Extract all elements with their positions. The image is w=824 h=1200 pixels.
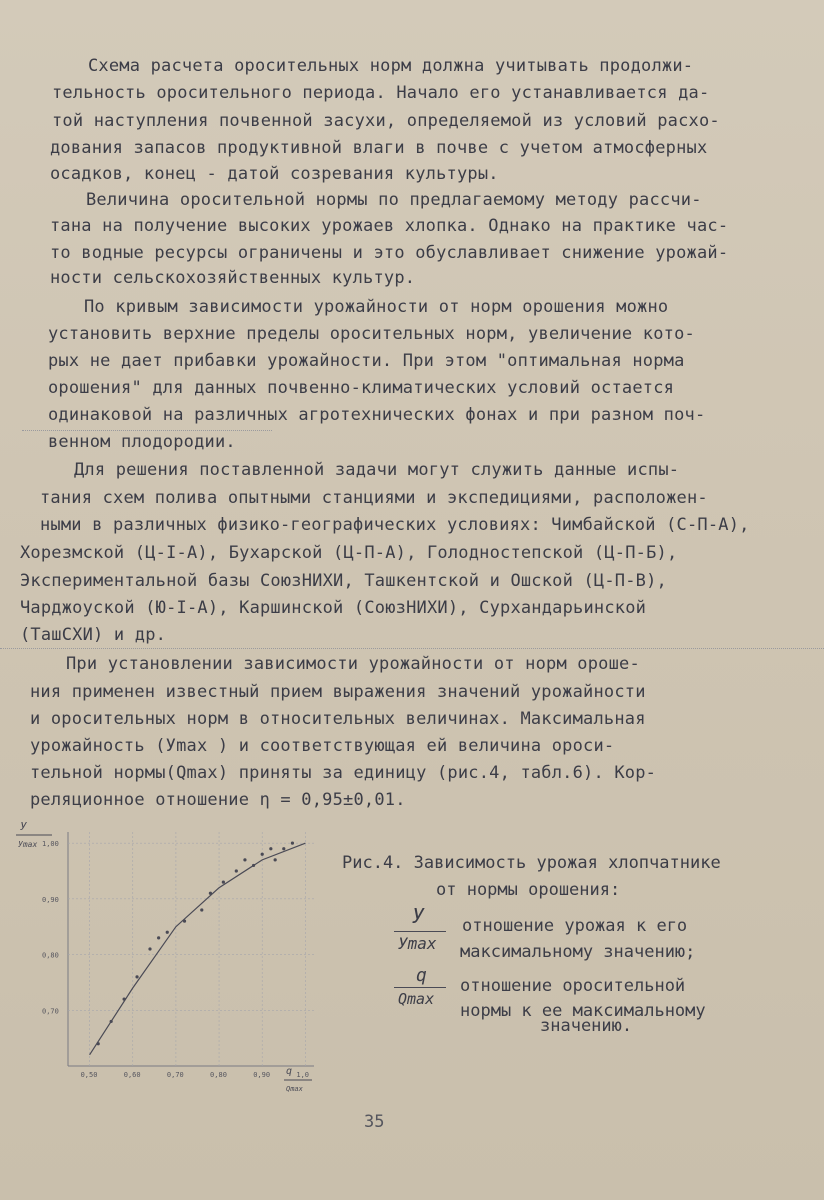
text-line: осадков, конец - датой созревания культуры. [50, 164, 499, 184]
x-axis-label-num: q [286, 1066, 293, 1077]
data-point [252, 864, 255, 867]
data-point [235, 869, 238, 872]
data-point [123, 998, 126, 1001]
text-line: урожайность (Уmax ) и соответствующая ей величина ороси- [30, 736, 615, 756]
text-line: орошения" для данных почвенно-климатических условий остается [48, 378, 675, 398]
x-axis-label-den: Qmax [286, 1085, 303, 1093]
text-line: тания схем полива опытными станциями и экспедициями, расположен- [40, 488, 708, 508]
text-line: и оросительных норм в относительных величинах. Максимальная [30, 709, 646, 729]
text-line: ния применен известный прием выражения значений урожайности [30, 682, 646, 702]
legend-y-text: максимальному значению; [460, 942, 696, 962]
data-point [157, 936, 160, 939]
data-point [200, 908, 203, 911]
legend-y-numerator: У [412, 904, 425, 928]
text-line: дования запасов продуктивной влаги в почве с учетом атмосферных [50, 138, 708, 158]
text-line: тана на получение высоких урожаев хлопка. Однако на практике час- [50, 216, 729, 236]
y-tick-label: 0,70 [42, 1007, 59, 1016]
text-line: той наступления почвенной засухи, определяемой из условий расхо- [52, 111, 720, 131]
legend-q-text: отношение оросительной [460, 976, 686, 996]
data-point [274, 858, 277, 861]
text-line: рых не дает прибавки урожайности. При этом "оптимальная норма [48, 351, 685, 371]
x-tick-label: 1,0 [296, 1071, 310, 1079]
data-point [97, 1042, 100, 1045]
legend-y-denominator: Уmax [398, 934, 437, 953]
y-tick-label: 0,80 [42, 951, 59, 960]
text-line: Для решения поставленной задачи могут служить данные испы- [74, 460, 680, 480]
data-point [243, 858, 246, 861]
text-line: Чарджоуской (Ю-I-А), Каршинской (СоюзНИХИ), Сурхандарьинской [20, 598, 647, 618]
x-tick-label: 0,90 [253, 1071, 271, 1079]
fit-curve [90, 843, 306, 1055]
legend-q-bar [394, 987, 446, 988]
x-tick-label: 0,70 [166, 1071, 184, 1079]
data-point [269, 847, 272, 850]
legend-q-text: значению. [540, 1016, 633, 1036]
y-tick-label: 1,00 [42, 840, 59, 849]
legend-y-bar [394, 931, 446, 932]
text-line: Схема расчета оросительных норм должна учитывать продолжи- [88, 56, 694, 76]
y-tick-label: 0,90 [42, 895, 59, 904]
data-point [135, 975, 138, 978]
data-point [291, 842, 294, 845]
x-tick-label: 0,80 [210, 1071, 227, 1079]
text-line: При установлении зависимости урожайности от норм ороше- [66, 654, 640, 674]
text-line: одинаковой на различных агротехнических фонах и при разном поч- [48, 405, 706, 425]
legend-q-text: нормы к ее максимальному [460, 1001, 706, 1021]
text-line: ности сельскохозяйственных культур. [50, 268, 416, 288]
x-tick-label: 0,60 [123, 1071, 141, 1079]
text-line: тельность оросительного периода. Начало его устанавливается да- [52, 83, 710, 103]
text-line: По кривым зависимости урожайности от норм орошения можно [84, 297, 669, 317]
text-line: установить верхние пределы оросительных норм, увеличение кото- [48, 324, 695, 344]
figure-caption-subtitle: от нормы орошения: [436, 880, 621, 900]
y-axis-label-num: У [20, 820, 27, 833]
legend-q-denominator: Qmax [398, 990, 435, 1008]
text-line: Экспериментальной базы СоюзНИХИ, Ташкентской и Ошской (Ц-П-В), [20, 571, 667, 591]
page-number: 35 [364, 1112, 385, 1132]
text-line: ными в различных физико-географических условиях: Чимбайской (С-П-А), [40, 515, 750, 535]
figure-caption-title: Рис.4. Зависимость урожая хлопчатнике [342, 853, 721, 873]
data-point [183, 920, 186, 923]
text-line: тельной нормы(Qmax) приняты за единицу (рис.4, табл.6). Кор- [30, 763, 657, 783]
data-point [148, 947, 151, 950]
data-point [282, 847, 285, 850]
legend-q-numerator: q [416, 965, 427, 986]
text-line: то водные ресурсы ограничены и это обуславливает снижение урожай- [50, 243, 729, 263]
data-point [166, 931, 169, 934]
text-line: реляционное отношение η = 0,95±0,01. [30, 790, 406, 810]
pencil-rule [0, 648, 824, 649]
yield-chart [14, 818, 324, 1108]
data-point [222, 881, 225, 884]
x-tick-label: 0,50 [80, 1071, 98, 1079]
text-line: венном плодородии. [48, 432, 236, 452]
data-point [209, 892, 212, 895]
text-line: Хорезмской (Ц-I-А), Бухарской (Ц-П-А), Голодностепской (Ц-П-Б), [20, 543, 678, 563]
data-point [261, 853, 264, 856]
legend-y-text: отношение урожая к его [462, 916, 688, 936]
text-line: (ТашСХИ) и др. [20, 625, 167, 645]
pencil-rule [22, 430, 272, 431]
text-line: Величина оросительной нормы по предлагаемому методу рассчи- [86, 190, 702, 210]
data-point [110, 1020, 113, 1023]
y-axis-label-den: Уmax [18, 840, 38, 849]
